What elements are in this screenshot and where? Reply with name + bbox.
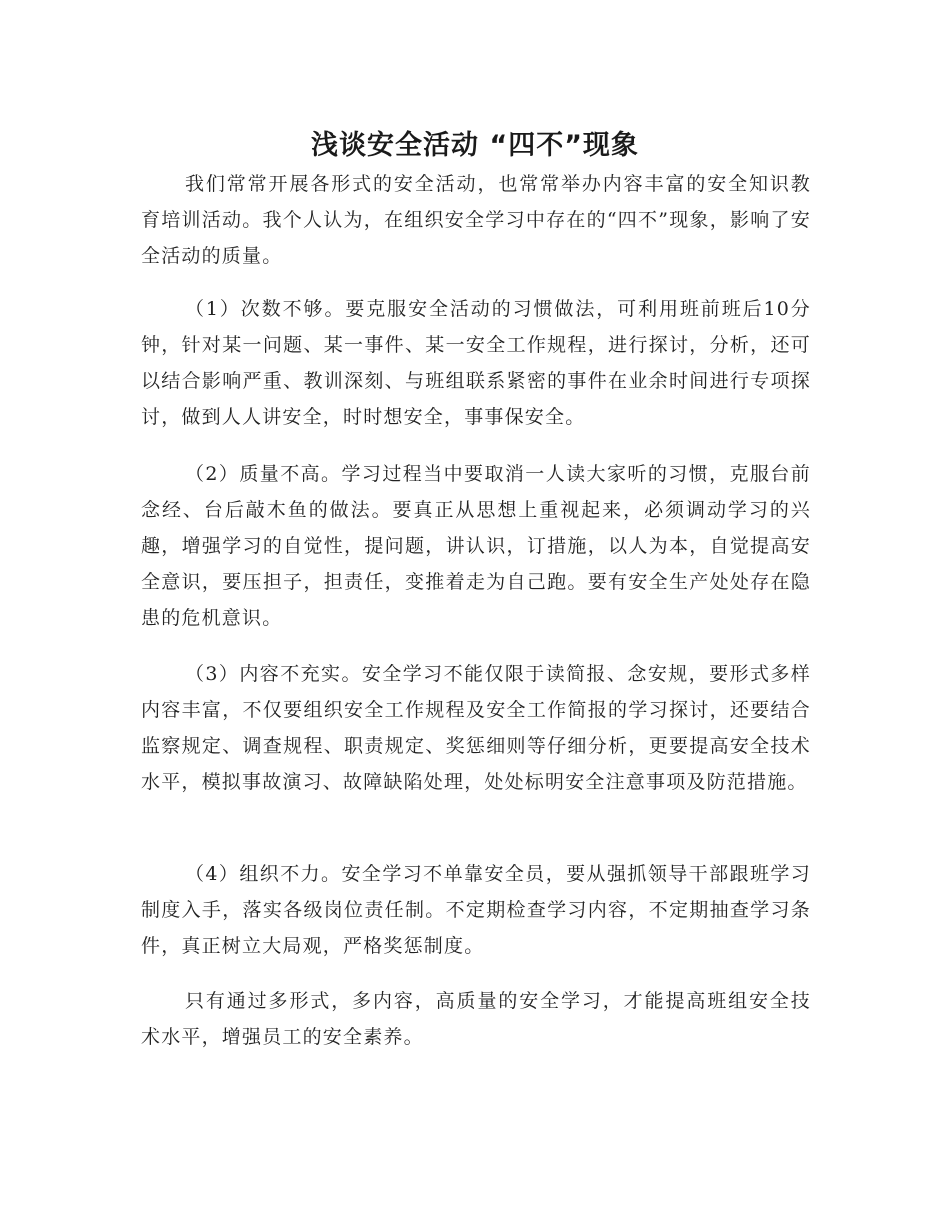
point-1-paragraph: （1）次数不够。要克服安全活动的习惯做法，可利用班前班后10分钟，针对某一问题、某一事件、某一安全工作规程，进行探讨，分析，还可以结合影响严重、教训深刻、与班组联系紧密的事件在业余时间进行专项探讨，做到人人讲安全，时时想安全，事事保安全。 [141,298,811,428]
point-4-paragraph: （4）组织不力。安全学习不单靠安全员，要从强抓领导干部跟班学习制度入手，落实各级岗位责任制。不定期检查学习内容，不定期抽查学习条件，真正树立大局观，严格奖惩制度。 [141,863,811,957]
conclusion-paragraph: 只有通过多形式，多内容，高质量的安全学习，才能提高班组安全技术水平，增强员工的安全素养。 [141,990,811,1048]
point-3-paragraph: （3）内容不充实。安全学习不能仅限于读简报、念安规，要形式多样内容丰富，不仅要组织安全工作规程及安全工作简报的学习探讨，还要结合监察规定、调查规程、职责规定、奖惩细则等仔细分析，更要提高安全技术水平，模拟事故演习、故障缺陷处理，处处标明安全注意事项及防范措施。 [141,663,811,793]
point-2-paragraph: （2）质量不高。学习过程当中要取消一人读大家听的习惯，克服台前念经、台后敲木鱼的做法。要真正从思想上重视起来，必须调动学习的兴趣，增强学习的自觉性，提问题，讲认识，订措施，以人为本，自觉提高安全意识，要压担子，担责任，变推着走为自己跑。要有安全生产处处存在隐患的危机意识。 [141,463,811,629]
document-title: 浅谈安全活动 “四不”现象 [311,130,639,162]
intro-paragraph: 我们常常开展各形式的安全活动，也常常举办内容丰富的安全知识教育培训活动。我个人认为，在组织安全学习中存在的“四不”现象，影响了安全活动的质量。 [141,173,811,267]
